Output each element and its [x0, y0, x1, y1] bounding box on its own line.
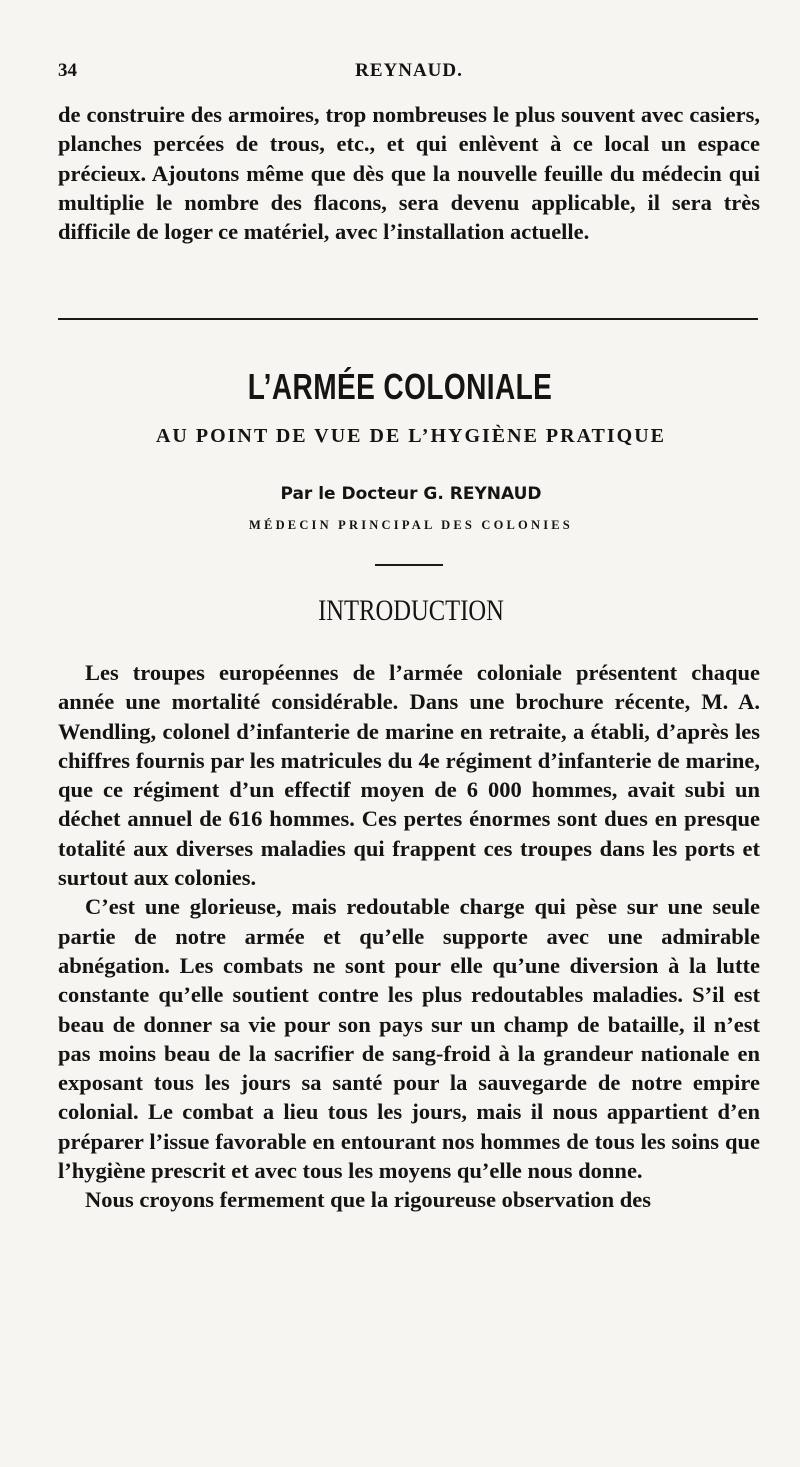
closing-paragraph: de construire des armoires, trop nombreuses le plus souvent avec casiers, planches percées de trous, etc., et qui enlèvent à ce local un espace précieux. Ajoutons même que dès que la nouvelle feuille du médecin qui multiplie le nombre des flacons, sera devenu applicable, il sera très difficile de loger ce matériel, avec l’installation actuelle.: [58, 102, 760, 245]
section-divider: [375, 564, 443, 566]
article-title: L’ARMÉE COLONIALE: [247, 366, 553, 407]
running-title: REYNAUD.: [355, 60, 463, 81]
page-number: 34: [58, 60, 77, 81]
article-byline: Par le Docteur G. REYNAUD: [280, 484, 542, 504]
paragraph: C’est une glorieuse, mais redoutable charge qui pèse sur une seule partie de notre armée et qu’elle supporte avec une admirable abnégation. Les combats ne sont pour elle qu’une diversion à la lutte constante qu’elle soutient contre les plus redoutables maladies. S’il est beau de donner sa vie pour son pays sur un champ de bataille, il n’est pas moins beau de la sacrifier de sang-froid à la grandeur nationale en exposant tous les jours sa santé pour la sauvegarde de notre empire colonial. Le combat a lieu tous les jours, mais il nous appartient d’en préparer l’issue favorable en entourant nos hommes de tous les soins que l’hygiène prescrit et avec tous les moyens qu’elle nous donne.: [58, 894, 760, 1184]
running-head: [58, 60, 760, 90]
introduction-text: [58, 658, 760, 1215]
previous-article-text: [58, 100, 760, 246]
author-role: MÉDECIN PRINCIPAL DES COLONIES: [249, 518, 573, 532]
paragraph: Les troupes européennes de l’armée coloniale présentent chaque année une mortalité considérable. Dans une brochure récente, M. A. Wendling, colonel d’infanterie de marine en retraite, a établi, d’après les chiffres fournis par les matricules du 4e régiment d’infanterie de marine, que ce régiment d’un effectif moyen de 6 000 hommes, avait subi un déchet annuel de 616 hommes. Ces pertes énormes sont dues en presque totalité aux diverses maladies qui frappent ces troupes dans les ports et surtout aux colonies.: [58, 660, 760, 891]
section-heading: INTRODUCTION: [318, 594, 504, 627]
article-subtitle: AU POINT DE VUE DE L’HYGIÈNE PRATIQUE: [155, 425, 666, 447]
article-divider: [58, 318, 758, 320]
paragraph: Nous croyons fermement que la rigoureuse observation des: [85, 1187, 652, 1213]
